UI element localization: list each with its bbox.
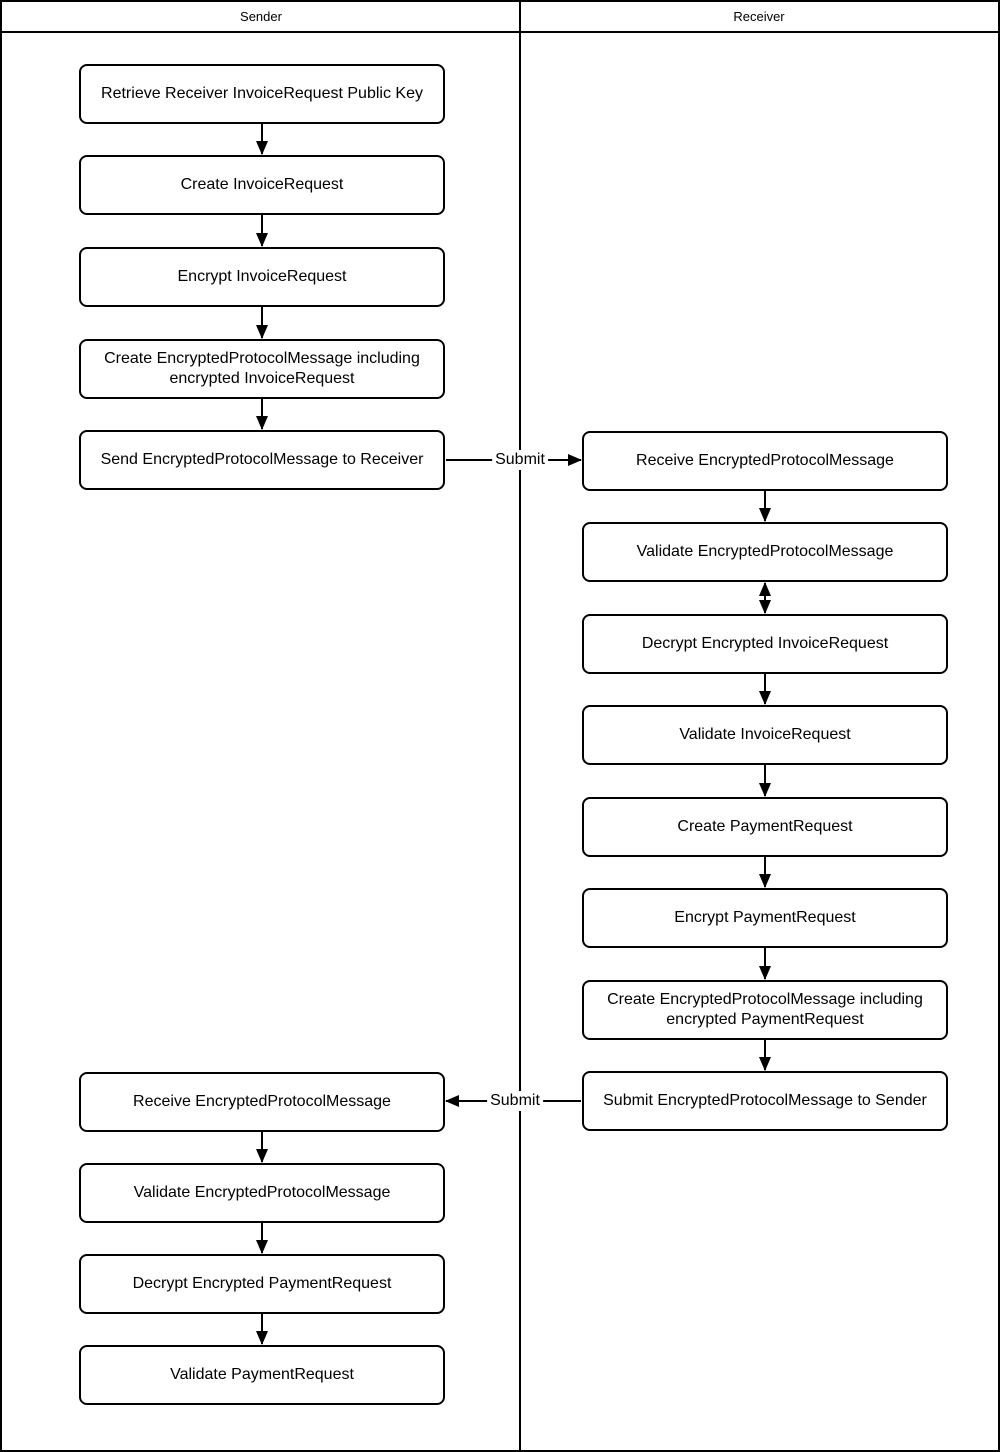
node-decrypt-encrypted-paymentrequest: Decrypt Encrypted PaymentRequest [79, 1254, 445, 1314]
node-validate-paymentrequest: Validate PaymentRequest [79, 1345, 445, 1405]
edge-label-submit-to-sender: Submit [487, 1091, 543, 1111]
node-sender-receive-encryptedprotocolmessage: Receive EncryptedProtocolMessage [79, 1072, 445, 1132]
node-create-paymentrequest: Create PaymentRequest [582, 797, 948, 857]
lane-title-sender: Sender [240, 9, 282, 24]
lane-title-receiver: Receiver [733, 9, 785, 24]
node-create-invoicerequest: Create InvoiceRequest [79, 155, 445, 215]
node-encrypt-invoicerequest: Encrypt InvoiceRequest [79, 247, 445, 307]
node-receiver-validate-encryptedprotocolmessage: Validate EncryptedProtocolMessage [582, 522, 948, 582]
node-create-encryptedprotocolmessage-paymentrequest: Create EncryptedProtocolMessage including encrypted PaymentRequest [582, 980, 948, 1040]
node-receiver-receive-encryptedprotocolmessage: Receive EncryptedProtocolMessage [582, 431, 948, 491]
node-send-encryptedprotocolmessage-to-receiver: Send EncryptedProtocolMessage to Receiver [79, 430, 445, 490]
node-validate-invoicerequest: Validate InvoiceRequest [582, 705, 948, 765]
node-submit-encryptedprotocolmessage-to-sender: Submit EncryptedProtocolMessage to Sender [582, 1071, 948, 1131]
node-sender-validate-encryptedprotocolmessage: Validate EncryptedProtocolMessage [79, 1163, 445, 1223]
node-encrypt-paymentrequest: Encrypt PaymentRequest [582, 888, 948, 948]
node-create-encryptedprotocolmessage-invoicerequest: Create EncryptedProtocolMessage including encrypted InvoiceRequest [79, 339, 445, 399]
node-decrypt-encrypted-invoicerequest: Decrypt Encrypted InvoiceRequest [582, 614, 948, 674]
node-retrieve-receiver-invoicerequest-public-key: Retrieve Receiver InvoiceRequest Public Key [79, 64, 445, 124]
edge-label-submit-to-receiver: Submit [492, 450, 548, 470]
